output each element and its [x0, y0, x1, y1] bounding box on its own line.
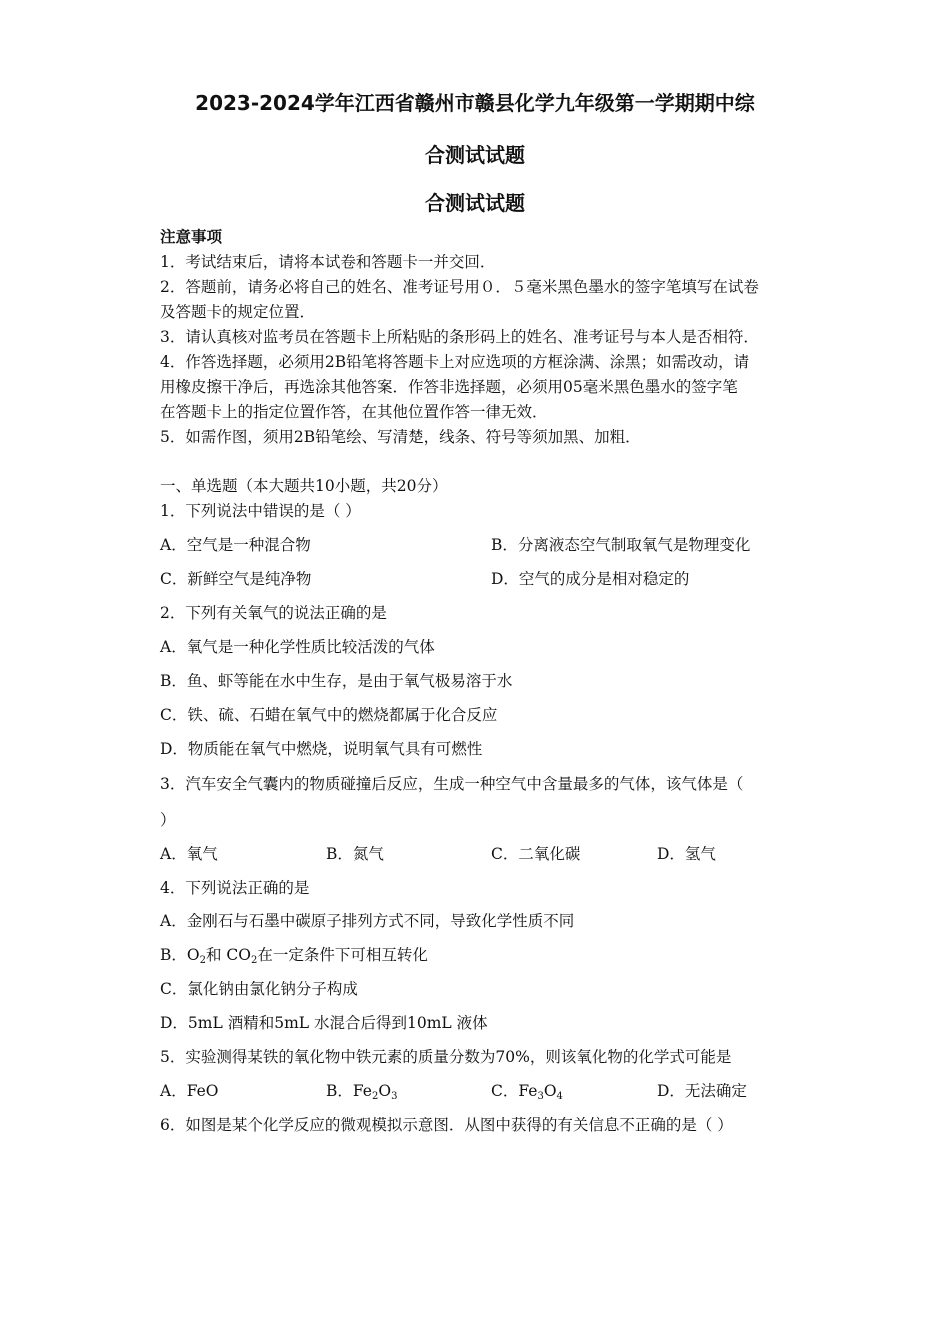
question-5-stem: 5．实验测得某铁的氧化物中铁元素的质量分数为70%，则该氧化物的化学式可能是 — [160, 1048, 732, 1066]
question-1-option-a: A．空气是一种混合物 — [160, 536, 311, 554]
q4b-mid: 和 CO — [205, 946, 251, 964]
q5c-prefix: C．Fe — [491, 1082, 538, 1100]
question-1-stem: 1．下列说法中错误的是（ ） — [160, 502, 361, 520]
notice-heading: 注意事项 — [160, 227, 223, 246]
question-4-option-d: D．5mL 酒精和5mL 水混合后得到10mL 液体 — [160, 1014, 488, 1032]
page-title-line1: 2023-2024学年江西省赣州市赣县化学九年级第一学期期中综 — [195, 91, 755, 115]
question-1-option-b: B．分离液态空气制取氧气是物理变化 — [491, 536, 751, 554]
question-5-option-b — [326, 1080, 397, 1102]
question-3-stem-end: ） — [160, 811, 176, 829]
question-6-stem: 6．如图是某个化学反应的微观模拟示意图．从图中获得的有关信息不正确的是（ ） — [160, 1116, 733, 1134]
q5b-sub1: 2 — [371, 1091, 379, 1102]
q5b-mid: O — [378, 1082, 392, 1100]
q5c-sub2: 4 — [556, 1091, 563, 1102]
q5c-mid: O — [543, 1082, 557, 1100]
q4b-sub2: 2 — [250, 955, 258, 966]
q4b-prefix: B．O — [160, 946, 200, 964]
q4b-suffix: 在一定条件下可相互转化 — [257, 946, 428, 964]
notice-item-4a: 4．作答选择题，必须用2B铅笔将答题卡上对应选项的方框涂满、涂黑；如需改动，请 — [160, 353, 750, 371]
notice-item-4b: 用橡皮擦干净后，再选涂其他答案．作答非选择题，必须用05毫米黑色墨水的签字笔 — [160, 378, 738, 396]
notice-item-2b: 及答题卡的规定位置． — [160, 303, 316, 321]
question-3-option-b: B．氮气 — [326, 845, 384, 863]
q5b-prefix: B．Fe — [326, 1082, 372, 1100]
q4b-sub1: 2 — [199, 955, 206, 966]
notice-item-1: 1．考试结束后，请将本试卷和答题卡一并交回． — [160, 253, 496, 271]
question-4-option-a: A．金刚石与石墨中碳原子排列方式不同，导致化学性质不同 — [160, 912, 575, 930]
question-2-option-c: C．铁、硫、石蜡在氧气中的燃烧都属于化合反应 — [160, 706, 498, 724]
page-title-line2: 合测试试题 — [425, 143, 525, 167]
notice-item-4c: 在答题卡上的指定位置作答，在其他位置作答一律无效． — [160, 403, 548, 421]
question-1-option-d: D．空气的成分是相对稳定的 — [491, 570, 690, 588]
question-2-option-a: A．氧气是一种化学性质比较活泼的气体 — [160, 638, 435, 656]
question-5-option-d: D．无法确定 — [657, 1082, 747, 1100]
section-heading: 一、单选题（本大题共10小题，共20分） — [160, 477, 448, 495]
notice-item-5: 5．如需作图，须用2B铅笔绘、写清楚，线条、符号等须加黑、加粗． — [160, 428, 641, 446]
question-1-option-c: C．新鲜空气是纯净物 — [160, 570, 312, 588]
question-3-option-a: A．氧气 — [160, 845, 218, 863]
q5c-sub1: 3 — [537, 1091, 544, 1102]
notice-item-3: 3．请认真核对监考员在答题卡上所粘贴的条形码上的姓名、准考证号与本人是否相符． — [160, 328, 759, 346]
question-4-option-b — [160, 944, 428, 966]
question-3-stem: 3．汽车安全气囊内的物质碰撞后反应，生成一种空气中含量最多的气体，该气体是（ — [160, 775, 744, 793]
notice-item-2a: 2．答题前，请务必将自己的姓名、准考证号用０．５毫米黑色墨水的签字笔填写在试卷 — [160, 278, 759, 296]
q5b-sub2: 3 — [391, 1091, 398, 1102]
page-title-line3: 合测试试题 — [425, 191, 525, 215]
question-2-option-d: D．物质能在氧气中燃烧，说明氧气具有可燃性 — [160, 740, 483, 758]
question-3-option-c: C．二氧化碳 — [491, 845, 581, 863]
question-4-stem: 4．下列说法正确的是 — [160, 879, 310, 897]
question-5-option-c — [491, 1080, 563, 1102]
question-3-option-d: D．氢气 — [657, 845, 716, 863]
question-2-stem: 2．下列有关氧气的说法正确的是 — [160, 604, 387, 622]
question-5-option-a: A．FeO — [160, 1082, 219, 1100]
question-4-option-c: C．氯化钠由氯化钠分子构成 — [160, 980, 358, 998]
question-2-option-b: B．鱼、虾等能在水中生存，是由于氧气极易溶于水 — [160, 672, 513, 690]
